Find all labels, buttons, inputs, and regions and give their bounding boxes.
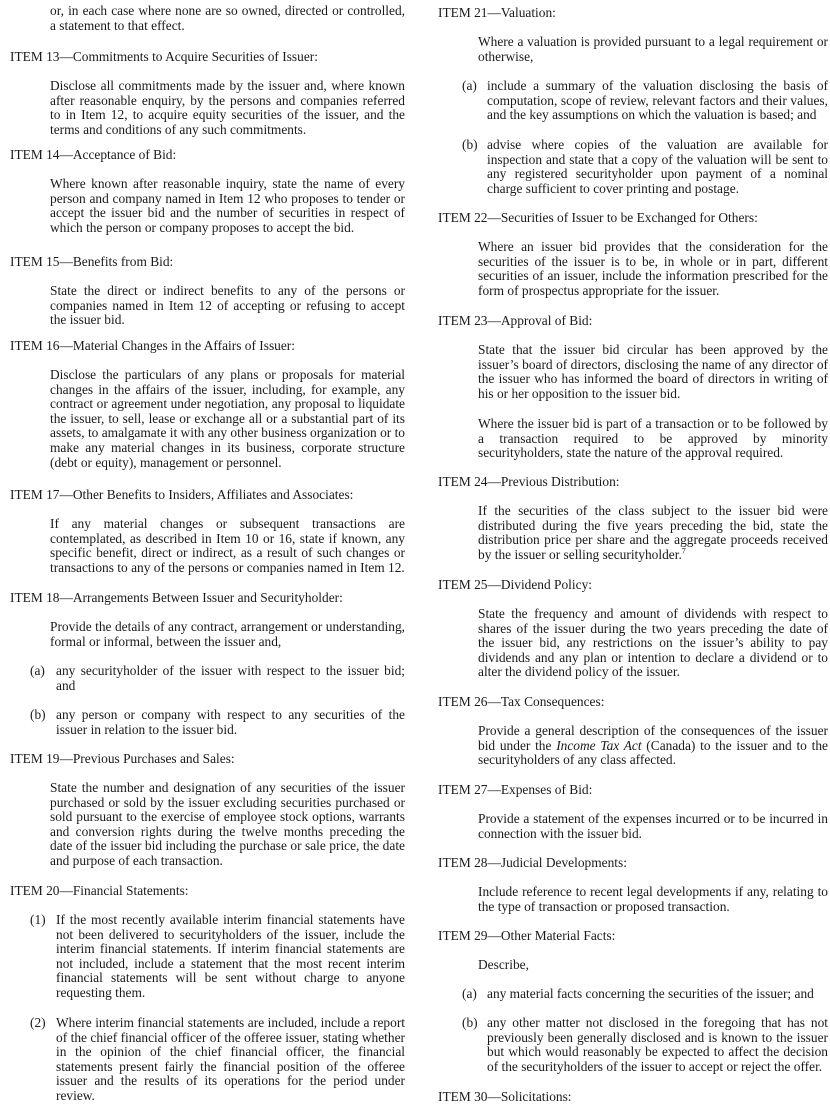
sub-label: (b) [30, 707, 46, 722]
item-23-body-2: Where the issuer bid is part of a transaction or to be followed by a transaction required to be approved by minority securityholders, state the nature of the approval required. [478, 416, 828, 461]
sub-label: (1) [30, 912, 46, 927]
footnote-marker: 7 [681, 546, 686, 556]
sub-text: include a summary of the valuation disclosing the basis of computation, scope of review, relevant factors and their values, and the key assumptions on which the valuation is based; and [487, 78, 828, 123]
sub-label: (b) [462, 137, 478, 152]
item-30-heading: ITEM 30—Solicitations: [438, 1089, 572, 1104]
sub-label: (a) [462, 78, 477, 93]
item-29-heading: ITEM 29—Other Material Facts: [438, 928, 616, 943]
intro-paragraph: or, in each case where none are so owned, directed or controlled, a statement to that effect. [50, 3, 405, 33]
sub-text: If the most recently available interim financial statements have not been delivered to securityholders of the issuer, include the interim financial statements. If interim financial statements are not included, include a statement that the most recent interim financial statements will be sent without charge to anyone requesting them. [56, 912, 405, 1000]
item-14-heading: ITEM 14—Acceptance of Bid: [10, 147, 177, 162]
item-24-heading: ITEM 24—Previous Distribution: [438, 474, 620, 489]
item-26-heading: ITEM 26—Tax Consequences: [438, 694, 605, 709]
sub-label: (a) [462, 986, 477, 1001]
item-18-heading: ITEM 18—Arrangements Between Issuer and Securityholder: [10, 590, 343, 605]
item-22-body: Where an issuer bid provides that the consideration for the securities of the issuer is to be, in whole or in part, different securities of an issuer, include the information prescribed for the form of prospectus appropriate for the issuer. [478, 239, 828, 298]
item-21-body: Where a valuation is provided pursuant to a legal requirement or otherwise, [478, 34, 828, 64]
item-26-text-pre: Provide a general description of the consequences of the issuer bid under the [478, 723, 828, 753]
item-14-body: Where known after reasonable inquiry, state the name of every person and company named in Item 12 who proposes to tender or accept the issuer bid and the number of securities in respect of which the person or company proposes to accept the bid. [50, 176, 405, 235]
item-13-body: Disclose all commitments made by the issuer and, where known after reasonable enquiry, by the persons and companies referred to in Item 12, to acquire equity securities of the issuer, and the terms and conditions of any such commitments. [50, 78, 405, 137]
item-27-heading: ITEM 27—Expenses of Bid: [438, 782, 593, 797]
item-21-heading: ITEM 21—Valuation: [438, 5, 556, 20]
item-28-body: Include reference to recent legal developments if any, relating to the type of transaction or proposed transaction. [478, 884, 828, 914]
item-16-heading: ITEM 16—Material Changes in the Affairs of Issuer: [10, 338, 295, 353]
item-16-body: Disclose the particulars of any plans or proposals for material changes in the affairs of the issuer, including, for example, any contract or agreement under negotiation, any proposal to liquidate the issuer, to sell, lease or exchange all or a substantial part of its assets, to amalgamate it with any other business organization or to make any material changes in its business, corporate structure (debt or equity), management or personnel. [50, 367, 405, 470]
item-26-body [478, 724, 828, 768]
item-24-body [478, 504, 828, 562]
item-25-heading: ITEM 25—Dividend Policy: [438, 577, 592, 592]
sub-label: (2) [30, 1015, 46, 1030]
item-18-body: Provide the details of any contract, arrangement or understanding, formal or informal, between the issuer and, [50, 619, 405, 649]
item-26-text-post: (Canada) to the issuer and to the securityholders of any class affected. [478, 737, 828, 768]
item-29-body: Describe, [478, 957, 529, 972]
sub-text: Where interim financial statements are included, include a report of the chief financial officer of the offeree issuer, stating whether in the opinion of the chief financial officer, the financial statements present fairly the financial position of the offeree issuer and the results of its operations for the period under review. [56, 1015, 405, 1103]
sub-text: advise where copies of the valuation are available for inspection and state that a copy of the valuation will be sent to any registered securityholder upon payment of a nominal charge sufficient to cover printing and postage. [487, 137, 828, 196]
item-25-body: State the frequency and amount of dividends with respect to shares of the issuer during the two years preceding the date of the issuer bid, any restrictions on the issuer’s ability to pay dividends and any plan or intention to declare a dividend or to alter the dividend policy of the issuer. [478, 606, 828, 680]
item-23-heading: ITEM 23—Approval of Bid: [438, 313, 593, 328]
sub-label: (a) [30, 663, 45, 678]
sub-text: any other matter not disclosed in the foregoing that has not previously been generally disclosed and is known to the issuer but which would reasonably be expected to affect the decision of the securityholders of the issuer to accept or reject the offer. [487, 1015, 828, 1074]
item-15-body: State the direct or indirect benefits to any of the persons or companies named in Item 12 of accepting or refusing to accept the issuer bid. [50, 283, 405, 328]
item-22-heading: ITEM 22—Securities of Issuer to be Exchanged for Others: [438, 210, 758, 225]
sub-text: any person or company with respect to any securities of the issuer in relation to the issuer bid. [56, 707, 405, 737]
item-24-text: If the securities of the class subject to the issuer bid were distributed during the five years preceding the bid, state the distribution price per share and the aggregate proceeds received by the issuer or selling securityholder. [478, 503, 828, 562]
income-tax-act-title: Income Tax Act [556, 737, 642, 753]
item-19-body: State the number and designation of any securities of the issuer purchased or sold by the issuer excluding securities purchased or sold pursuant to the exercise of employee stock options, warrants and conversion rights during the twelve months preceding the date of the issuer bid including the purchase or sale price, the date and purpose of each transaction. [50, 780, 405, 868]
item-20-heading: ITEM 20—Financial Statements: [10, 883, 189, 898]
item-13-heading: ITEM 13—Commitments to Acquire Securities of Issuer: [10, 49, 318, 64]
item-23-body: State that the issuer bid circular has been approved by the issuer’s board of directors, disclosing the name of any director of the issuer who has informed the board of directors in writing of his or her opposition to the issuer bid. [478, 342, 828, 401]
item-27-body: Provide a statement of the expenses incurred or to be incurred in connection with the issuer bid. [478, 811, 828, 841]
sub-label: (b) [462, 1015, 478, 1030]
sub-text: any securityholder of the issuer with respect to the issuer bid; and [56, 663, 405, 693]
item-17-body: If any material changes or subsequent transactions are contemplated, as described in Item 10 or 16, state if known, any specific benefit, direct or indirect, as a result of such changes or transactions to any of the persons or companies named in Item 12. [50, 516, 405, 575]
item-15-heading: ITEM 15—Benefits from Bid: [10, 254, 174, 269]
sub-text: any material facts concerning the securities of the issuer; and [487, 986, 814, 1001]
item-19-heading: ITEM 19—Previous Purchases and Sales: [10, 751, 235, 766]
item-17-heading: ITEM 17—Other Benefits to Insiders, Affiliates and Associates: [10, 487, 354, 502]
item-28-heading: ITEM 28—Judicial Developments: [438, 855, 627, 870]
